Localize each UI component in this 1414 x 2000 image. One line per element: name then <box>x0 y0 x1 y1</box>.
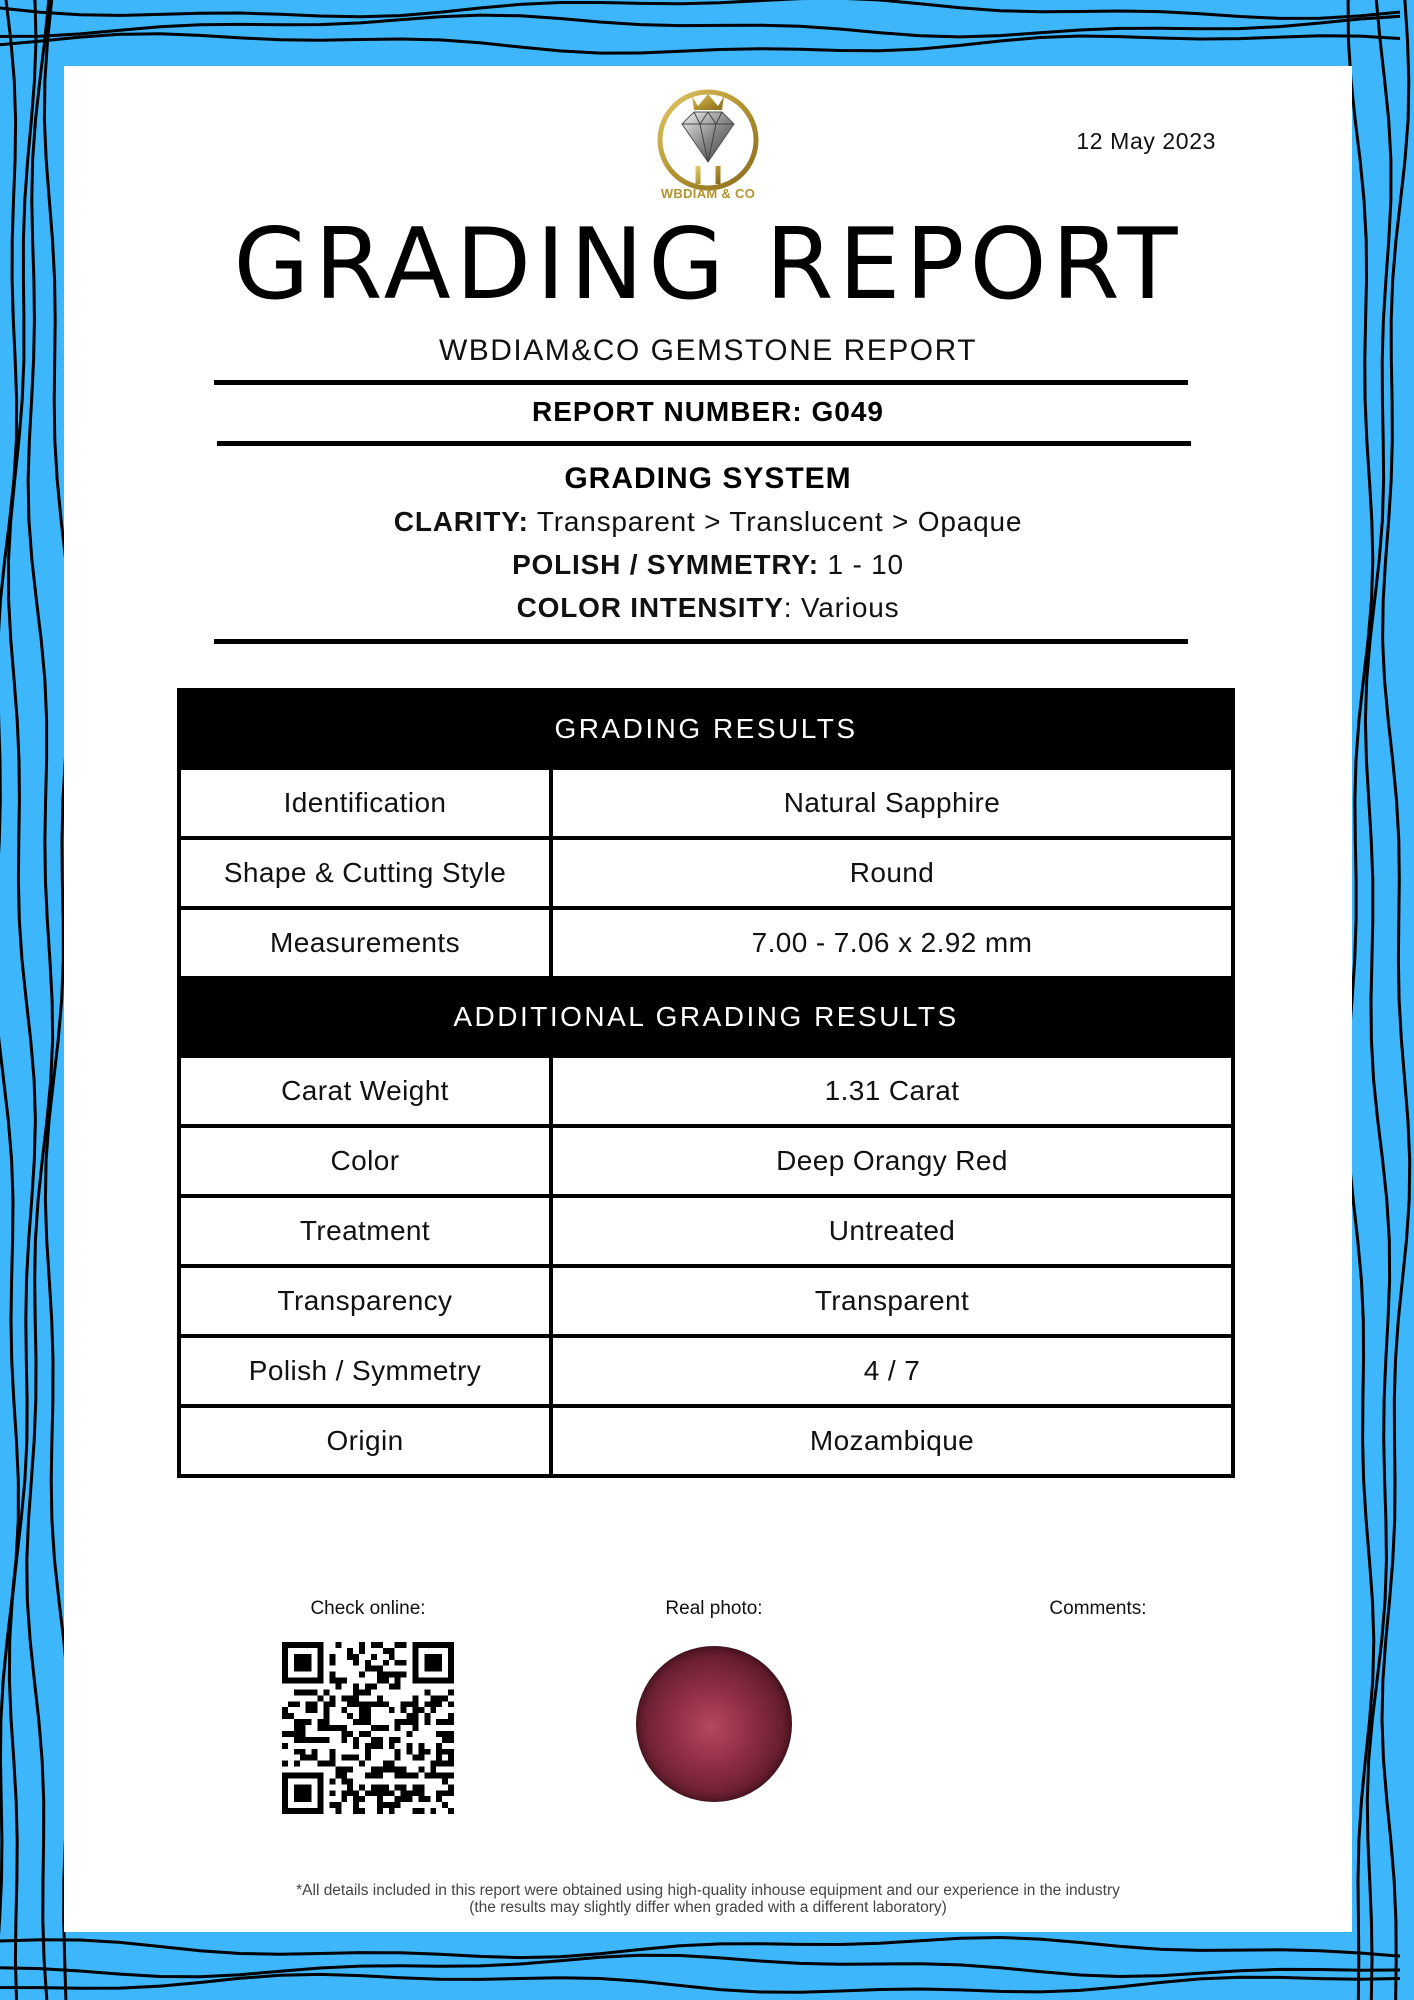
row-label: Polish / Symmetry <box>179 1336 551 1406</box>
divider <box>214 639 1188 644</box>
report-sheet <box>64 66 1352 1932</box>
disclaimer: *All details included in this report were obtained using high-quality inhouse equipment and our experience in the industry (the results may slightly differ when graded with a different laboratory) <box>296 1882 1120 1916</box>
real-photo-label: Real photo: <box>665 1598 763 1619</box>
grading-results-heading: GRADING RESULTS <box>179 690 1233 768</box>
comments-label: Comments: <box>1049 1598 1147 1619</box>
row-value: Natural Sapphire <box>551 768 1233 838</box>
row-label: Identification <box>179 768 551 838</box>
divider <box>214 380 1188 385</box>
row-label: Shape & Cutting Style <box>179 838 551 908</box>
row-value: Round <box>551 838 1233 908</box>
row-label: Origin <box>179 1406 551 1476</box>
table-row <box>179 1336 1233 1406</box>
polish-symmetry-scale: POLISH / SYMMETRY: 1 - 10 <box>512 549 904 580</box>
row-label: Measurements <box>179 908 551 978</box>
page-subtitle: WBDIAM&CO GEMSTONE REPORT <box>438 334 978 367</box>
table-row <box>179 1126 1233 1196</box>
table-row <box>179 768 1233 838</box>
additional-results-heading: ADDITIONAL GRADING RESULTS <box>179 978 1233 1056</box>
row-label: Treatment <box>179 1196 551 1266</box>
report-number: REPORT NUMBER: G049 <box>532 396 884 427</box>
row-value: Deep Orangy Red <box>551 1126 1233 1196</box>
table-row <box>179 1266 1233 1336</box>
row-value: 4 / 7 <box>551 1336 1233 1406</box>
table-row <box>179 908 1233 978</box>
color-intensity-scale: COLOR INTENSITY: Various <box>516 592 900 623</box>
qr-code-icon[interactable] <box>282 1642 454 1814</box>
row-value: Untreated <box>551 1196 1233 1266</box>
row-label: Transparency <box>179 1266 551 1336</box>
row-value: 1.31 Carat <box>551 1056 1233 1126</box>
table-row <box>179 838 1233 908</box>
row-label: Color <box>179 1126 551 1196</box>
clarity-scale: CLARITY: Transparent > Translucent > Opaque <box>393 506 1023 537</box>
table-row <box>179 1196 1233 1266</box>
check-online-label: Check online: <box>310 1598 426 1619</box>
report-date: 12 May 2023 <box>1076 128 1216 154</box>
table-row <box>179 1056 1233 1126</box>
page-title: GRADING REPORT <box>233 208 1183 322</box>
table-section-header <box>179 690 1233 768</box>
grading-results-table <box>177 688 1235 1478</box>
row-label: Carat Weight <box>179 1056 551 1126</box>
row-value: Mozambique <box>551 1406 1233 1476</box>
divider <box>217 441 1191 446</box>
row-value: 7.00 - 7.06 x 2.92 mm <box>551 908 1233 978</box>
table-section-header <box>179 978 1233 1056</box>
gemstone-photo <box>636 1646 792 1802</box>
grading-system-title: GRADING SYSTEM <box>564 462 852 495</box>
logo-wordmark: WBDIAM & CO <box>660 186 756 201</box>
table-row <box>179 1406 1233 1476</box>
row-value: Transparent <box>551 1266 1233 1336</box>
